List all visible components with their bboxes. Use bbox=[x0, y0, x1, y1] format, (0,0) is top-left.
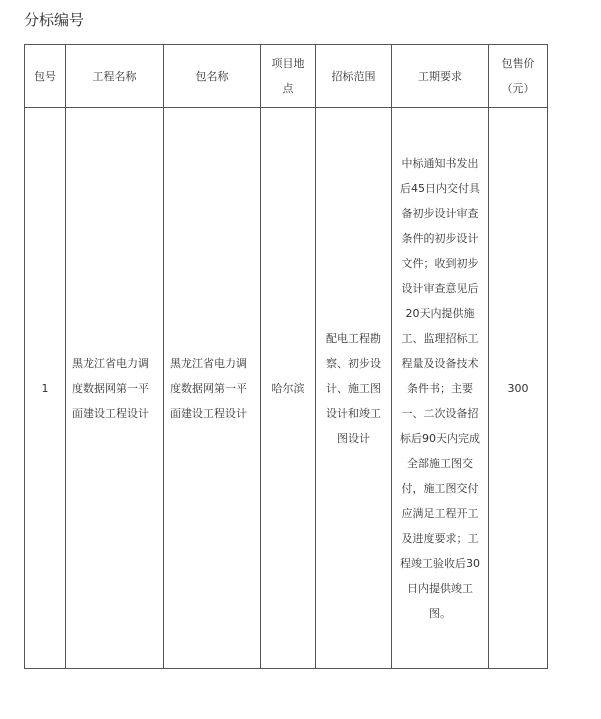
header-location: 项目地点 bbox=[261, 45, 316, 108]
section-title: 分标编号 bbox=[24, 11, 85, 29]
header-package-name: 包名称 bbox=[164, 45, 261, 108]
header-period: 工期要求 bbox=[392, 45, 489, 108]
cell-scope: 配电工程勘察、初步设计、施工图设计和竣工图设计 bbox=[316, 108, 392, 669]
header-scope: 招标范围 bbox=[316, 45, 392, 108]
bid-section-table bbox=[24, 44, 548, 669]
cell-price: 300 bbox=[489, 108, 548, 669]
header-package-no: 包号 bbox=[25, 45, 66, 108]
cell-project-name: 黑龙江省电力调度数据网第一平面建设工程设计 bbox=[66, 108, 164, 669]
header-project-name: 工程名称 bbox=[66, 45, 164, 108]
table-row bbox=[25, 108, 548, 669]
cell-location: 哈尔滨 bbox=[261, 108, 316, 669]
cell-period: 中标通知书发出后45日内交付具备初步设计审查条件的初步设计文件；收到初步设计审查意见后20天内提供施工、监理招标工程量及设备技术条件书；主要一、二次设备招标后90天内完成全部施工图交付，施工图交付应满足工程开工及进度要求；工程竣工验收后30日内提供竣工图。 bbox=[392, 108, 489, 669]
cell-package-name: 黑龙江省电力调度数据网第一平面建设工程设计 bbox=[164, 108, 261, 669]
table-header-row bbox=[25, 45, 548, 108]
cell-package-no: 1 bbox=[25, 108, 66, 669]
header-price: 包售价（元） bbox=[489, 45, 548, 108]
